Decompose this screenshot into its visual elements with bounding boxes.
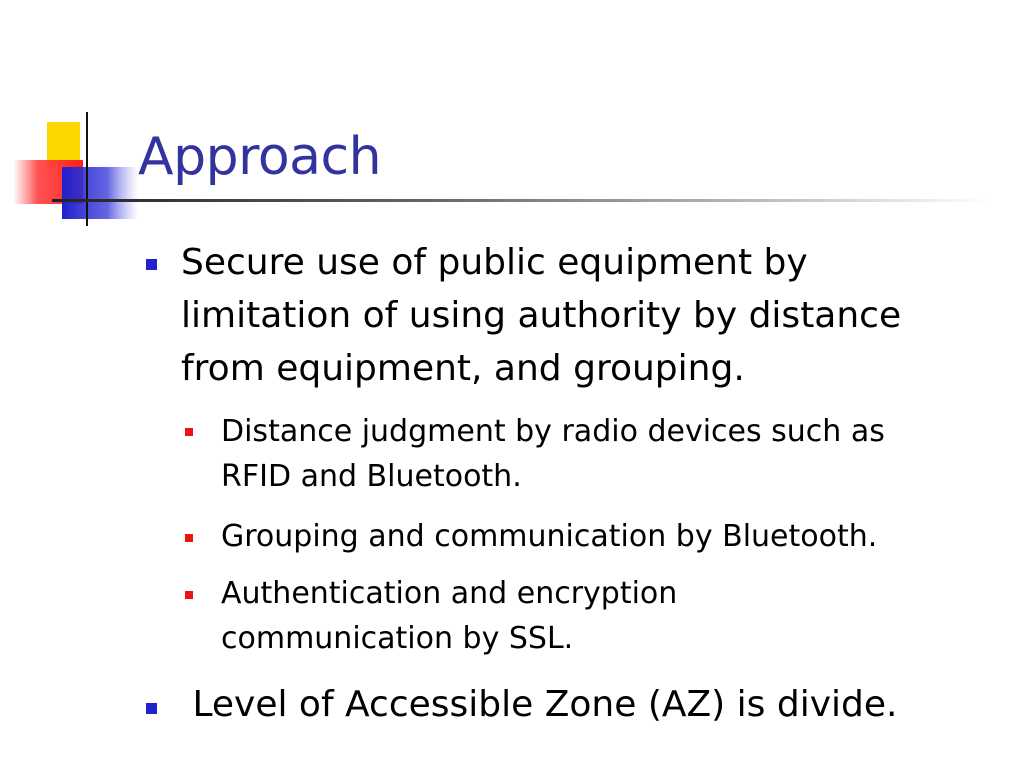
bullet-text-line: from equipment, and grouping. bbox=[181, 348, 745, 389]
bullet-text-line: Secure use of public equipment by bbox=[181, 242, 808, 283]
list-item bbox=[181, 236, 1001, 395]
bullet-text-line: Level of Accessible Zone (AZ) is divide. bbox=[181, 684, 898, 725]
bullet-text-line: Distance judgment by radio devices such as bbox=[221, 414, 885, 449]
bullet-text-line: limitation of using authority by distance bbox=[181, 295, 902, 336]
bullet-marker-icon bbox=[146, 259, 157, 270]
slide-title: Approach bbox=[138, 127, 382, 187]
sub-bullet-marker-icon bbox=[185, 534, 193, 542]
list-item bbox=[221, 409, 1011, 499]
bullet-text-line: RFID and Bluetooth. bbox=[221, 459, 522, 494]
bullet-text-line: Authentication and encryption bbox=[221, 576, 678, 611]
list-item bbox=[181, 678, 1001, 731]
bullet-text-line: communication by SSL. bbox=[221, 621, 574, 656]
bullet-marker-icon bbox=[146, 703, 157, 714]
sub-bullet-marker-icon bbox=[185, 591, 193, 599]
list-item bbox=[221, 571, 1011, 661]
list-item bbox=[221, 514, 1011, 559]
sub-bullet-marker-icon bbox=[185, 428, 193, 436]
bullet-text-line: Grouping and communication by Bluetooth. bbox=[221, 519, 878, 554]
